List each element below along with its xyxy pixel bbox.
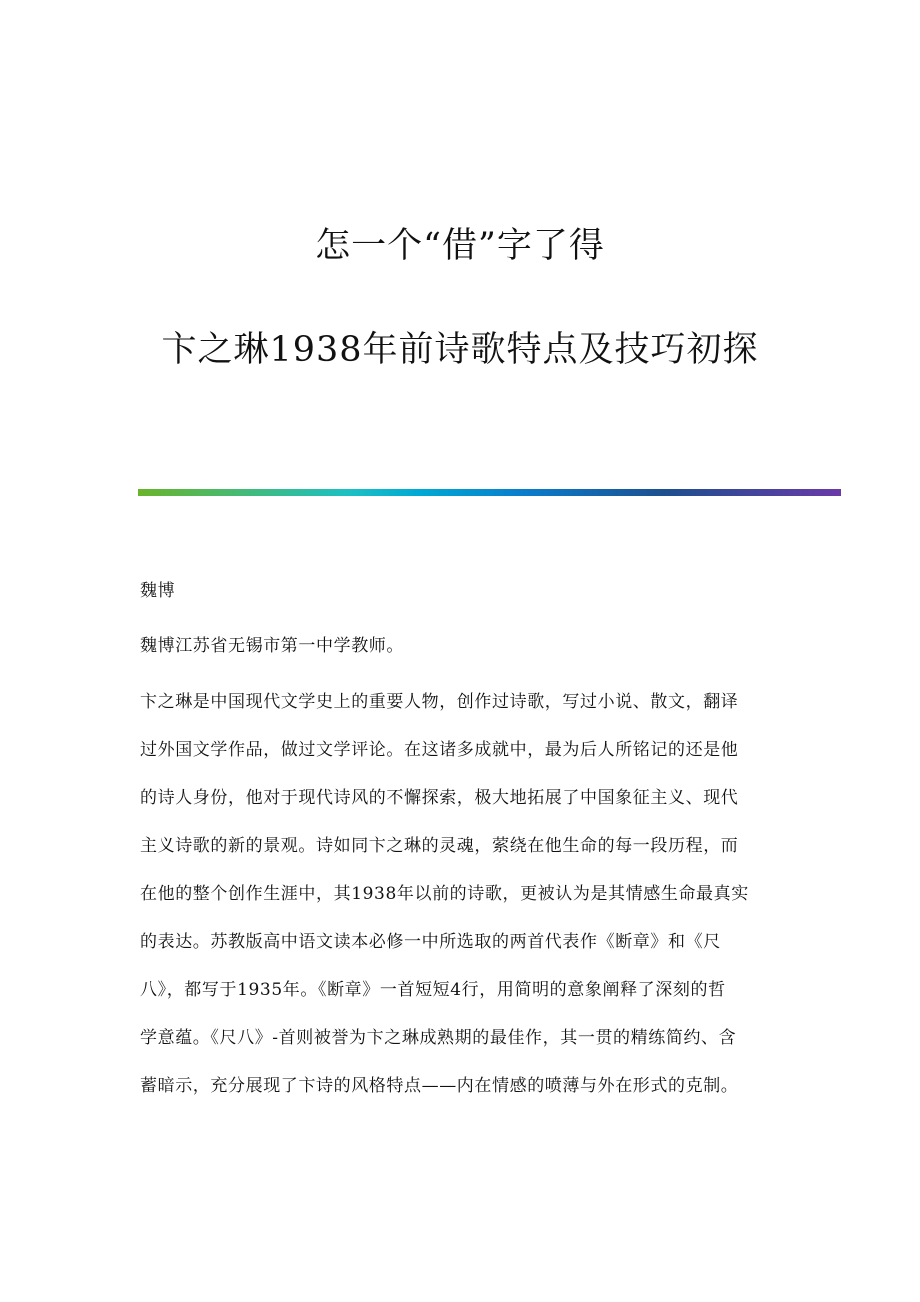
body-line: 卞之琳是中国现代文学史上的重要人物，创作过诗歌，写过小说、散文，翻译 <box>140 692 739 712</box>
body-line: 八》，都写于1935年。《断章》一首短短4行，用简明的意象阐释了深刻的哲 <box>140 980 726 1000</box>
affiliation: 魏博江苏省无锡市第一中学教师。 <box>140 636 404 656</box>
gradient-divider <box>138 489 841 496</box>
body-line: 的诗人身份，他对于现代诗风的不懈探索，极大地拓展了中国象征主义、现代 <box>140 788 739 808</box>
author: 魏博 <box>140 581 176 601</box>
body-line: 过外国文学作品，做过文学评论。在这诸多成就中，最为后人所铭记的还是他 <box>140 740 739 760</box>
title-line-1: 怎一个“借”字了得 <box>315 226 605 266</box>
body-line: 学意蕴。《尺八》-首则被誉为卞之琳成熟期的最佳作，其一贯的精练简约、含 <box>140 1028 737 1048</box>
body-line: 蓄暗示，充分展现了卞诗的风格特点——内在情感的喷薄与外在形式的克制。 <box>140 1076 739 1096</box>
title-line-2: 卞之琳1938年前诗歌特点及技巧初探 <box>161 330 759 370</box>
body-line: 主义诗歌的新的景观。诗如同卞之琳的灵魂，萦绕在他生命的每一段历程，而 <box>140 836 739 856</box>
body-line: 在他的整个创作生涯中，其1938年以前的诗歌，更被认为是其情感生命最真实 <box>140 884 749 904</box>
body-line: 的表达。苏教版高中语文读本必修一中所选取的两首代表作《断章》和《尺 <box>140 932 721 952</box>
